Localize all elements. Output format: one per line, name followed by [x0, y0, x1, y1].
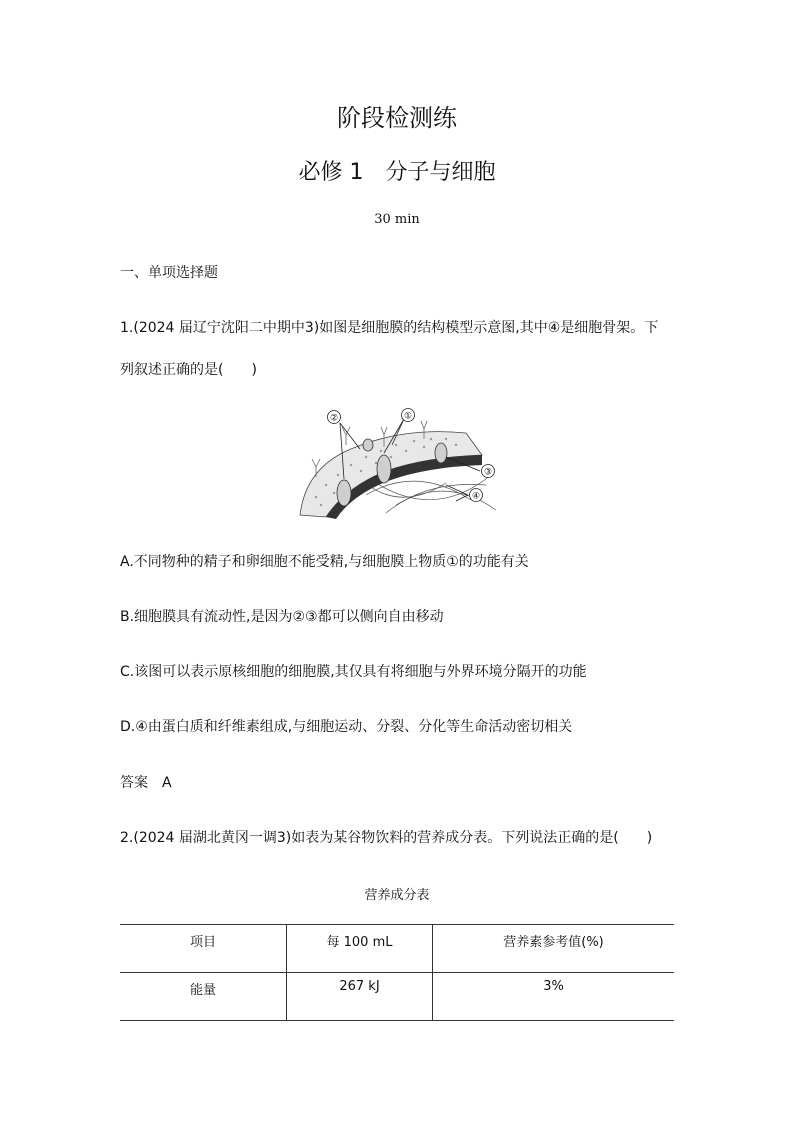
- question-1-line-1: 1.(2024 届辽宁沈阳二中期中3)如图是细胞膜的结构模型示意图,其中④是细胞骨架。下: [120, 320, 659, 336]
- question-1-line-2: 列叙述正确的是( ): [120, 362, 257, 378]
- table-cell: 能量: [120, 973, 287, 1021]
- table-cell: 3%: [433, 973, 675, 1021]
- table-caption: 营养成分表: [364, 888, 430, 903]
- option-b: B.细胞膜具有流动性,是因为②③都可以侧向自由移动: [120, 609, 444, 625]
- option-c: C.该图可以表示原核细胞的细胞膜,其仅具有将细胞与外界环境分隔开的功能: [120, 664, 587, 680]
- section-heading: 一、单项选择题: [120, 265, 218, 281]
- table-header-item: 项目: [120, 925, 287, 973]
- figure-label-3: ③: [483, 467, 493, 478]
- question-2: 2.(2024 届湖北黄冈一调3)如表为某谷物饮料的营养成分表。下列说法正确的是( ): [120, 830, 653, 846]
- figure-label-2: ②: [329, 413, 339, 424]
- answer: 答案 A: [120, 775, 172, 791]
- table-header-row: [120, 925, 674, 973]
- time-limit: 30 min: [374, 212, 420, 227]
- table-header-per-100ml: 每 100 mL: [287, 925, 433, 973]
- option-a: A.不同物种的精子和卵细胞不能受精,与细胞膜上物质①的功能有关: [120, 554, 529, 570]
- option-d: D.④由蛋白质和纤维素组成,与细胞运动、分裂、分化等生命活动密切相关: [120, 719, 573, 735]
- figure-label-4: ④: [471, 491, 481, 502]
- table-header-reference: 营养素参考值(%): [433, 925, 675, 973]
- nutrition-table: [120, 924, 674, 1021]
- table-row: [120, 973, 674, 1021]
- page-subtitle: 必修 1 分子与细胞: [298, 160, 496, 185]
- figure-label-1: ①: [403, 411, 413, 422]
- page-title: 阶段检测练: [337, 104, 457, 132]
- table-cell: 267 kJ: [287, 973, 433, 1021]
- cell-membrane-figure: [296, 405, 498, 521]
